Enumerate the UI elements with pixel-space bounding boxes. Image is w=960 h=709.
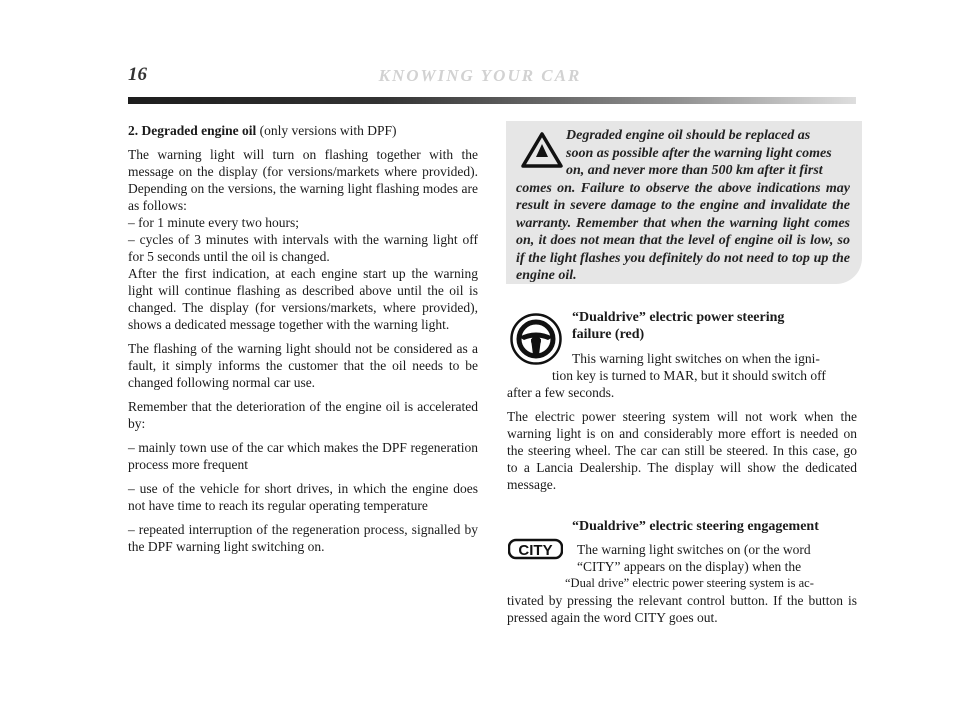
paragraph: – cycles of 3 minutes with intervals with the warning light off for 5 seconds until the oil is changed.	[128, 232, 478, 264]
degraded-oil-heading-bold: 2. Degraded engine oil	[128, 123, 257, 138]
paragraph: After the first indication, at each engine start up the warning light will continue flashing as described above until the oil is changed. The display (for versions/markets, where provided), shows a dedicated message together with the warning light.	[128, 266, 478, 332]
body-rest: tivated by pressing the relevant control button. If the button is pressed again the word CITY goes out.	[507, 593, 857, 625]
body-line: The warning light switches on (or the word	[577, 542, 811, 557]
warning-triangle-icon	[520, 131, 564, 169]
steering-engagement-title: “Dualdrive” electric steering engagement	[572, 519, 819, 534]
header-rule	[128, 97, 856, 104]
paragraph: Remember that the deterioration of the engine oil is accelerated by:	[128, 399, 478, 431]
paragraph: The warning light will turn on flashing together with the message on the display (for versions/markets where provided). Depending on the versions, the warning light flashing modes are as follows:	[128, 147, 478, 213]
paragraph: – repeated interruption of the regeneration process, signalled by the DPF warning light switching on.	[128, 522, 478, 554]
degraded-oil-heading-note: (only versions with DPF)	[259, 123, 397, 138]
city-icon-label: CITY	[518, 542, 553, 559]
body-paragraph: The electric power steering system will not work when the warning light is on and considerably more effort is needed on the steering wheel. The car can still be steered. In this case, go to a Lancia Dealership. The display will show the dedicated message.	[507, 409, 857, 492]
degraded-oil-heading	[128, 122, 478, 139]
warning-box	[506, 121, 862, 284]
warning-line: on, and never more than 500 km after it first	[566, 163, 823, 178]
running-head: KNOWING YOUR CAR	[378, 66, 582, 85]
paragraph: The flashing of the warning light should not be considered as a fault, it simply informs the customer that the oil needs to be changed following normal car use.	[128, 341, 478, 390]
power-steering-failure-body	[507, 350, 857, 493]
page-number: 16	[128, 64, 147, 85]
steering-engagement-body	[507, 541, 857, 626]
warning-line: soon as possible after the warning light comes	[566, 145, 832, 161]
body-line: tion key is turned to MAR, but it should switch off	[552, 368, 826, 383]
paragraph: – use of the vehicle for short drives, in which the engine does not have time to reach its regular operating temperature	[128, 481, 478, 513]
warning-text	[516, 127, 850, 285]
body-line: This warning light switches on when the igni-	[572, 351, 820, 366]
warning-line: Degraded engine oil should be replaced as	[566, 128, 811, 143]
power-steering-failure-title	[572, 309, 852, 343]
body-line: “Dual drive” electric power steering system is ac-	[565, 576, 814, 590]
body-line: after a few seconds.	[507, 385, 615, 400]
paragraph: – mainly town use of the car which makes the DPF regeneration process more frequent	[128, 440, 478, 472]
paragraph: – for 1 minute every two hours;	[128, 215, 299, 230]
title-line: “Dualdrive” electric power steering	[572, 310, 785, 325]
body-line: “CITY” appears on the display) when the	[577, 559, 802, 574]
title-line: failure (red)	[572, 327, 645, 342]
left-column	[128, 122, 478, 562]
warning-rest: comes on. Failure to observe the above indications may result in severe damage to the engine and invalidate the warranty. Remember that when the warning light comes on, it does not mean that the level of engine oil is low, so if the light flashes you definitely do not need to top up the engine oil.	[516, 180, 850, 283]
